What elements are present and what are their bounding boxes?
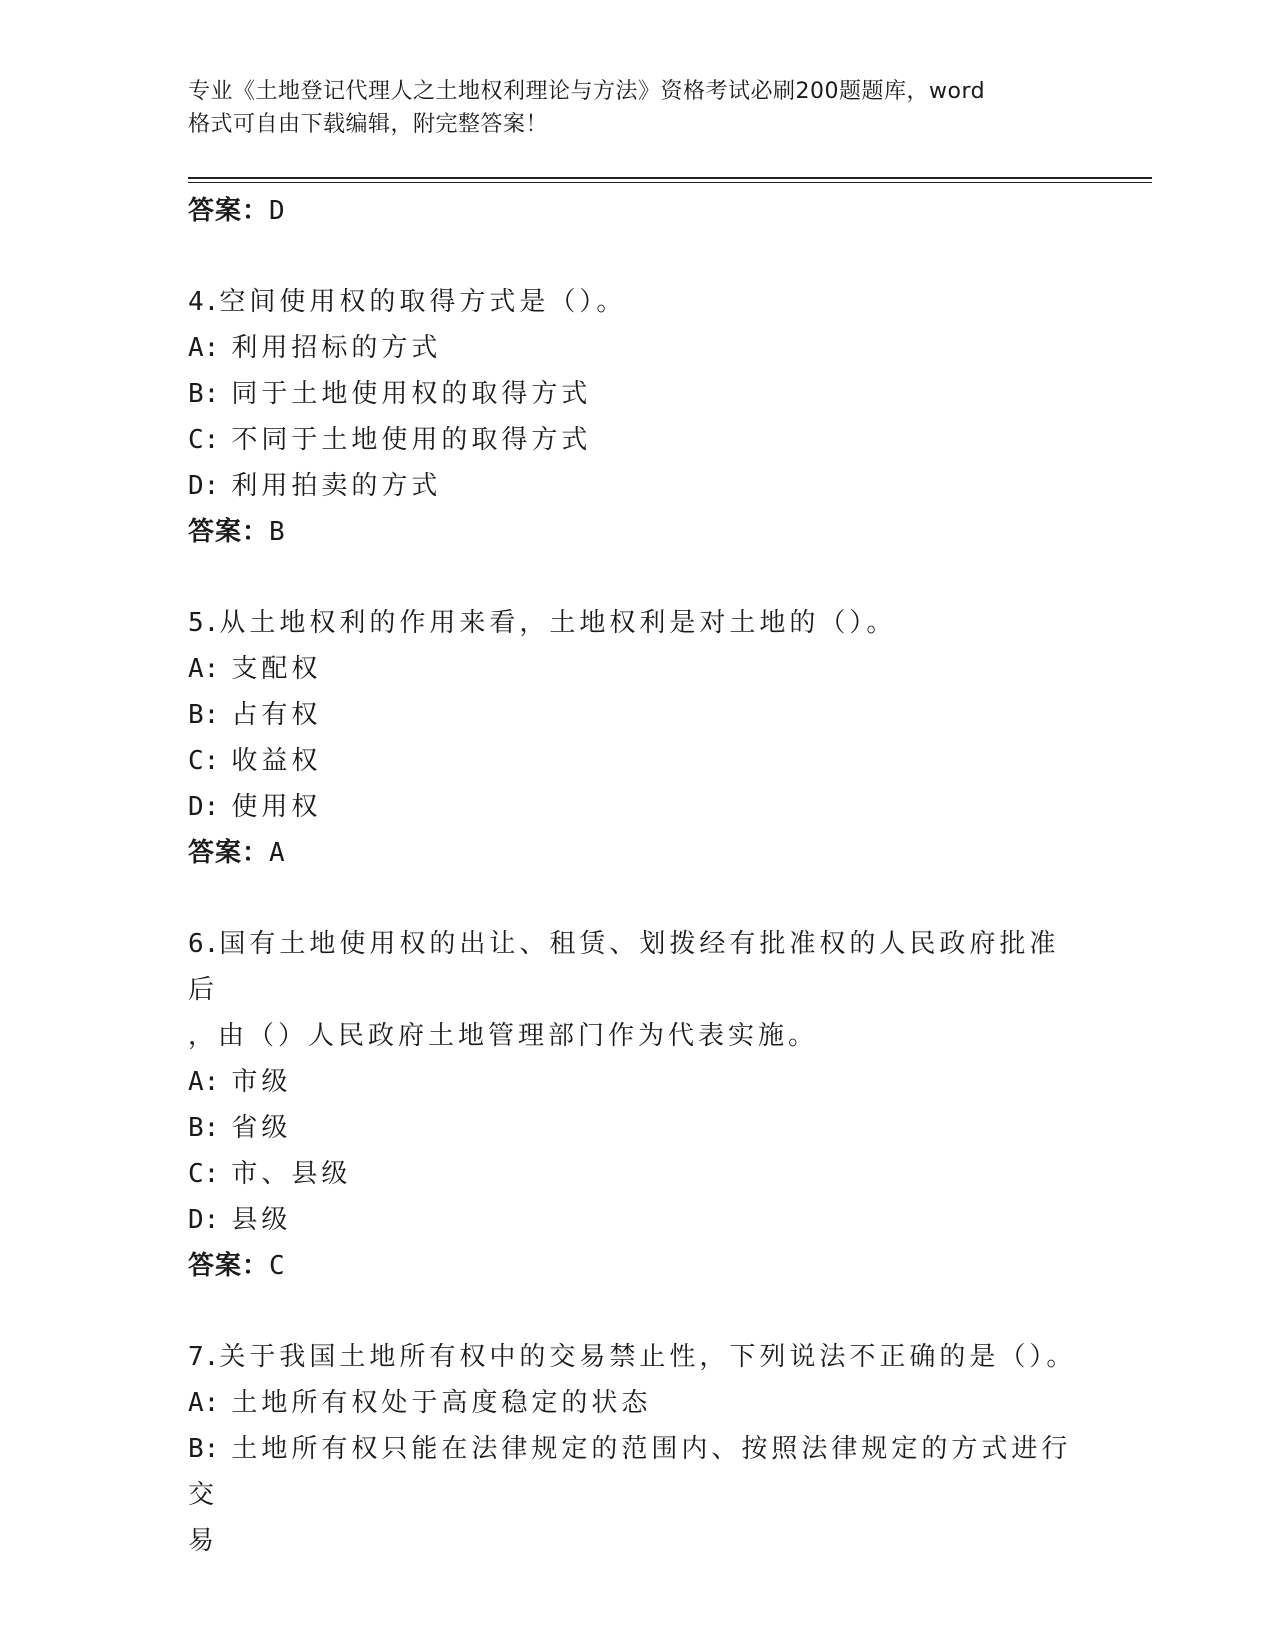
answer-value: B [269,517,286,547]
option-b [188,1426,1088,1518]
answer-6 [188,1243,1088,1289]
option-a [188,646,1088,692]
option-key: A: [188,1388,220,1418]
option-b-continued: 易 [188,1526,219,1556]
question-text: 空间使用权的取得方式是（）。 [219,287,627,317]
question-5 [188,600,1088,646]
header-line-1: 专业《土地登记代理人之土地权利理论与方法》资格考试必刷200题题库，word [188,79,986,104]
header-line-2: 格式可自由下载编辑，附完整答案！ [188,112,549,137]
answer-value: A [269,838,286,868]
option-text: 土地所有权只能在法律规定的范围内、按照法律规定的方式进行交 [188,1434,1072,1510]
question-number: 5. [188,608,220,638]
option-text: 省级 [231,1113,292,1143]
option-key: B: [188,1113,220,1143]
option-d [188,463,1088,509]
option-key: C: [188,425,220,455]
option-text: 占有权 [231,700,322,730]
option-text: 同于土地使用权的取得方式 [231,379,592,409]
option-text: 土地所有权处于高度稳定的状态 [231,1388,652,1418]
option-key: C: [188,1159,220,1189]
question-6 [188,921,1088,1013]
question-7 [188,1334,1088,1380]
option-key: B: [188,1434,220,1464]
answer-label: 答案： [188,196,270,226]
question-6-continued: ，由（）人民政府土地管理部门作为代表实施。 [188,1021,819,1051]
answer-prev [188,188,1088,234]
header-divider-thin [188,182,1152,183]
option-text: 利用招标的方式 [231,333,442,363]
question-text: 关于我国土地所有权中的交易禁止性，下列说法不正确的是（）。 [219,1342,1077,1372]
question-number: 4. [188,287,220,317]
option-c [188,738,1088,784]
answer-label: 答案： [188,517,270,547]
option-key: D: [188,1205,220,1235]
option-a [188,1059,1088,1105]
answer-label: 答案： [188,1251,270,1281]
option-a [188,325,1088,371]
answer-label: 答案： [188,838,270,868]
option-key: A: [188,654,220,684]
answer-5 [188,830,1088,876]
option-text: 市、县级 [231,1159,352,1189]
option-d [188,1197,1088,1243]
option-key: D: [188,792,220,822]
question-text: 国有土地使用权的出让、租赁、划拨经有批准权的人民政府批准后 [188,929,1060,1005]
question-number: 7. [188,1342,220,1372]
question-text: 从土地权利的作用来看，土地权利是对土地的（）。 [219,608,897,638]
option-c [188,417,1088,463]
document-header [188,75,1088,141]
option-text: 不同于土地使用的取得方式 [231,425,592,455]
option-b [188,1105,1088,1151]
option-key: A: [188,333,220,363]
question-4 [188,279,1088,325]
option-text: 市级 [231,1067,292,1097]
option-b [188,371,1088,417]
option-d [188,784,1088,830]
answer-value: C [269,1251,286,1281]
option-text: 支配权 [231,654,322,684]
option-c [188,1151,1088,1197]
option-key: B: [188,700,220,730]
option-key: B: [188,379,220,409]
option-text: 使用权 [231,792,322,822]
option-text: 县级 [231,1205,292,1235]
option-text: 利用拍卖的方式 [231,471,442,501]
answer-value: D [269,196,286,226]
option-text: 收益权 [231,746,322,776]
document-body [188,188,1088,1564]
question-number: 6. [188,929,220,959]
option-key: A: [188,1067,220,1097]
option-a [188,1380,1088,1426]
option-b [188,692,1088,738]
answer-4 [188,509,1088,555]
option-key: C: [188,746,220,776]
option-key: D: [188,471,220,501]
header-divider-thick [188,177,1152,179]
